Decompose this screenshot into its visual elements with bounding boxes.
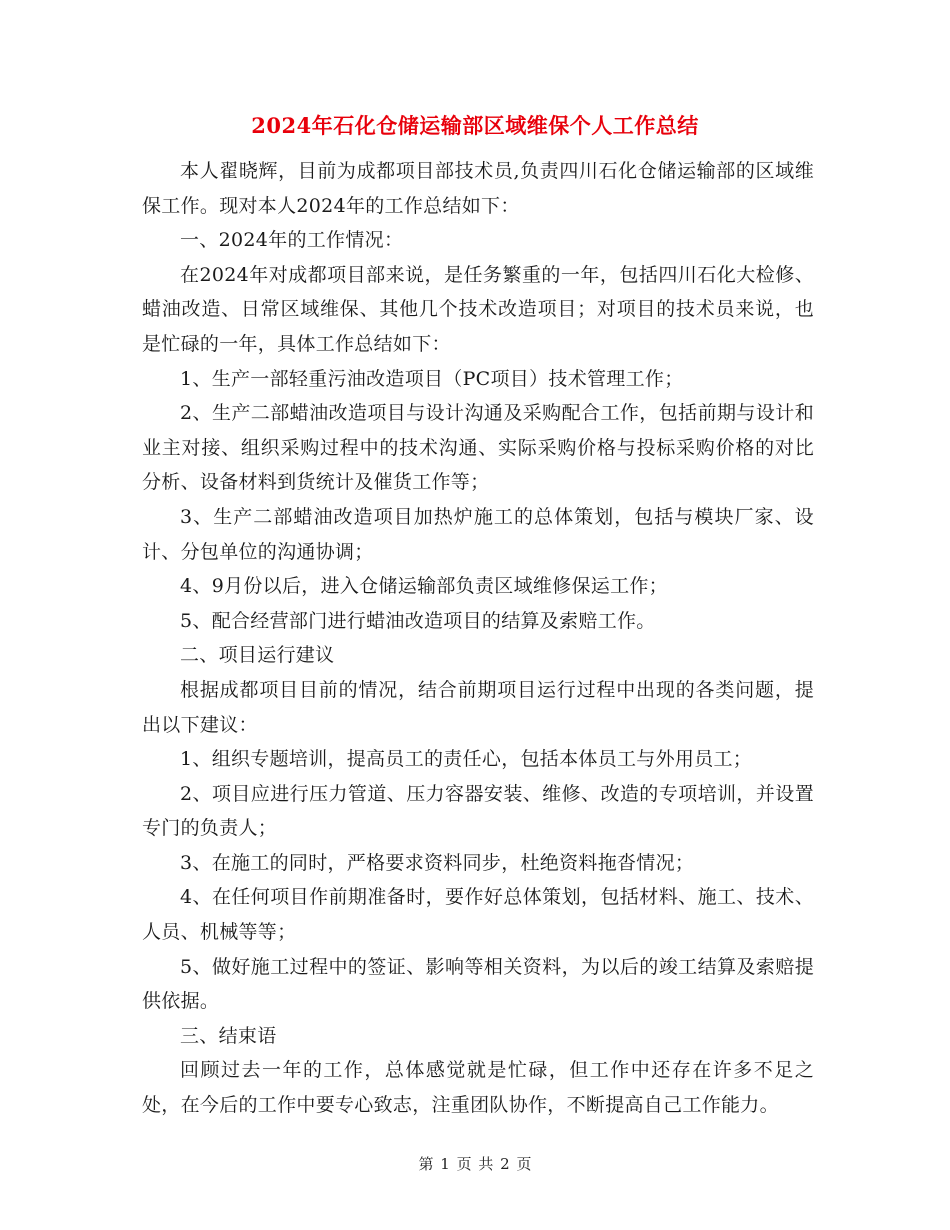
document-title: 2024年石化仓储运输部区域维保个人工作总结 bbox=[251, 113, 699, 138]
list-item: 4、9月份以后，进入仓储运输部负责区域维修保运工作； bbox=[180, 575, 668, 598]
paragraph: 根据成都项目目前的情况，结合前期项目运行过程中出现的各类问题，提出以下建议： bbox=[142, 678, 814, 736]
paragraph-intro: 本人翟晓辉，目前为成都项目部技术员,负责四川石化仓储运输部的区域维保工作。现对本人2024年的工作总结如下： bbox=[142, 160, 814, 217]
list-item: 2、生产二部蜡油改造项目与设计沟通及采购配合工作，包括前期与设计和业主对接、组织采购过程中的技术沟通、实际采购价格与投标采购价格的对比分析、设备材料到货统计及催货工作等； bbox=[142, 402, 814, 494]
section-heading-3: 三、结束语 bbox=[180, 1024, 277, 1047]
list-item: 1、组织专题培训，提高员工的责任心，包括本体员工与外用员工； bbox=[180, 748, 753, 771]
list-item: 5、配合经营部门进行蜡油改造项目的结算及索赔工作。 bbox=[180, 609, 656, 632]
list-item: 2、项目应进行压力管道、压力容器安装、维修、改造的专项培训，并设置专门的负责人； bbox=[142, 782, 814, 840]
document-body bbox=[142, 154, 814, 1123]
paragraph: 在2024年对成都项目部来说，是任务繁重的一年，包括四川石化大检修、蜡油改造、日常区域维保、其他几个技术改造项目；对项目的技术员来说，也是忙碌的一年，具体工作总结如下： bbox=[142, 263, 814, 355]
list-item: 3、生产二部蜡油改造项目加热炉施工的总体策划，包括与模块厂家、设计、分包单位的沟通协调； bbox=[142, 505, 814, 563]
page-footer: 第 1 页 共 2 页 bbox=[418, 1155, 532, 1173]
list-item: 4、在任何项目作前期准备时，要作好总体策划，包括材料、施工、技术、人员、机械等等； bbox=[142, 886, 814, 944]
section-heading-2: 二、项目运行建议 bbox=[180, 644, 335, 667]
section-heading-1: 一、2024年的工作情况： bbox=[180, 229, 404, 252]
list-item: 5、做好施工过程中的签证、影响等相关资料，为以后的竣工结算及索赔提供依据。 bbox=[142, 955, 814, 1013]
list-item: 1、生产一部轻重污油改造项目（PC项目）技术管理工作； bbox=[180, 367, 684, 390]
list-item: 3、在施工的同时，严格要求资料同步，杜绝资料拖沓情况； bbox=[180, 851, 695, 874]
paragraph-closing: 回顾过去一年的工作，总体感觉就是忙碌，但工作中还存在许多不足之处，在今后的工作中要专心致志，注重团队协作，不断提高自己工作能力。 bbox=[142, 1059, 814, 1117]
